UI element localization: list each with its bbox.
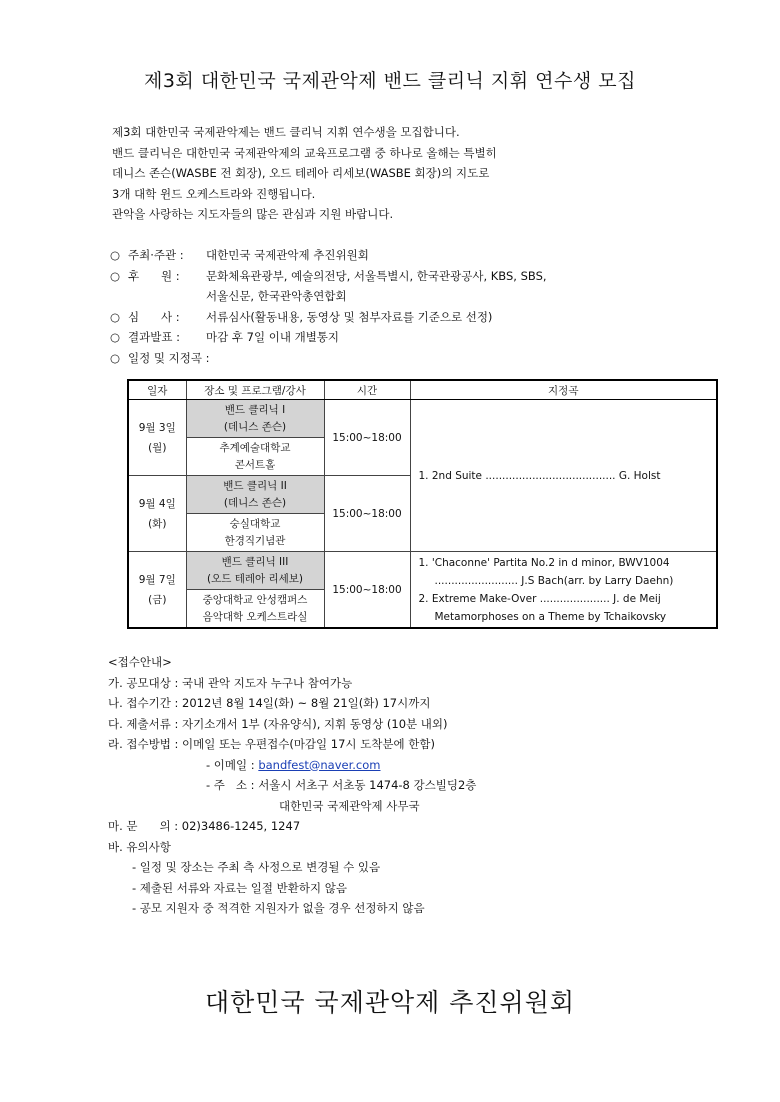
date-text: 9월 3일	[138, 421, 176, 434]
header-time: 시간	[324, 380, 410, 400]
document-title: 제3회 대한민국 국제관악제 밴드 클리닉 지휘 연수생 모집	[143, 70, 636, 92]
intro-line: 관악을 사랑하는 지도자들의 많은 관심과 지원 바랍니다.	[112, 207, 394, 221]
table-row	[128, 552, 717, 590]
header-pieces: 지정곡	[410, 380, 717, 400]
info-list	[110, 245, 547, 368]
instructor-name: (데니스 존슨)	[223, 496, 287, 509]
circle-bullet-icon: ○	[110, 309, 121, 324]
guide-note: - 일정 및 장소는 주최 측 사정으로 변경될 수 있음	[132, 860, 381, 874]
address-label: - 주 소 :	[206, 778, 259, 792]
venue-hall: 콘서트홀	[234, 458, 276, 471]
instructor-name: (오드 테레아 리세보)	[206, 572, 303, 585]
weekday-text: (금)	[148, 593, 167, 606]
sponsor-value-cont: 서울신문, 한국관악총연합회	[206, 289, 347, 303]
info-review	[110, 307, 547, 328]
intro-line: 데니스 존슨(WASBE 전 회장), 오드 테레아 리세보(WASBE 회장)의 지도로	[112, 166, 490, 180]
venue-name: 중앙대학교 안성캠퍼스	[202, 593, 308, 606]
guide-method: 라. 접수방법 : 이메일 또는 우편접수(마감일 17시 도착분에 한함)	[108, 737, 435, 751]
venue-name: 숭실대학교	[229, 517, 281, 530]
venue-hall: 음악대학 오케스트라실	[202, 610, 308, 623]
email-link[interactable]: bandfest@naver.com	[258, 757, 381, 772]
sponsor-value: 문화체육관광부, 예술의전당, 서울특별시, 한국관광공사, KBS, SBS,	[206, 268, 547, 283]
date-text: 9월 7일	[138, 573, 176, 586]
schedule-label: 일정 및 지정곡 :	[128, 350, 210, 365]
result-label: 결과발표 :	[128, 330, 180, 344]
info-schedule	[110, 348, 547, 369]
intro-paragraph	[112, 122, 497, 225]
intro-line: 밴드 클리닉은 대한민국 국제관악제의 교육프로그램 중 하나로 올해는 특별히	[112, 145, 497, 160]
guide-documents: 다. 제출서류 : 자기소개서 1부 (자유양식), 지휘 동영상 (10분 내외)	[108, 716, 448, 731]
date-cell	[128, 476, 186, 552]
circle-bullet-icon: ○	[110, 330, 121, 344]
guide-address-cont: 대한민국 국제관악제 사무국	[279, 798, 420, 813]
program-cell	[186, 552, 324, 590]
venue-cell	[186, 438, 324, 476]
result-value: 마감 후 7일 이내 개별통지	[206, 330, 340, 344]
organizer-signature: 대한민국 국제관악제 추진위원회	[205, 988, 575, 1017]
schedule-table	[127, 379, 718, 629]
program-name: 밴드 클리닉 II	[223, 479, 287, 492]
info-result	[110, 327, 547, 348]
review-value: 서류심사(활동내용, 동영상 및 첨부자료를 기준으로 선정)	[206, 309, 493, 324]
guide-heading: <접수안내>	[108, 655, 172, 669]
intro-line: 제3회 대한민국 국제관악제는 밴드 클리닉 지휘 연수생을 모집합니다.	[112, 125, 460, 139]
time-cell: 15:00~18:00	[324, 476, 410, 552]
header-date: 일자	[128, 380, 186, 400]
guide-note: - 공모 지원자 중 적격한 지원자가 없을 경우 선정하지 않음	[132, 901, 425, 915]
host-value: 대한민국 국제관악제 추진위원회	[206, 248, 369, 262]
time-cell: 15:00~18:00	[324, 552, 410, 629]
sponsor-label: 후 원 :	[128, 268, 180, 283]
piece-line: ......................... J.S Bach(arr. by Larry Daehn)	[434, 574, 674, 587]
instructor-name: (데니스 존슨)	[223, 420, 287, 433]
table-header-row	[128, 380, 717, 400]
venue-hall: 한경직기념관	[224, 534, 286, 547]
pieces-cell	[410, 552, 717, 629]
email-label: - 이메일 :	[206, 757, 259, 772]
guide-period: 나. 접수기간 : 2012년 8월 14일(화) ~ 8월 21일(화) 17시까지	[108, 696, 431, 710]
info-host	[110, 245, 547, 266]
application-guide	[108, 652, 476, 919]
venue-name: 추계예술대학교	[219, 441, 291, 454]
guide-target: 가. 공모대상 : 국내 관악 지도자 누구나 참여가능	[108, 675, 353, 690]
circle-bullet-icon: ○	[110, 248, 121, 262]
guide-note: - 제출된 서류와 자료는 일절 반환하지 않음	[132, 880, 347, 895]
date-cell	[128, 552, 186, 629]
address-value: 서울시 서초구 서초동 1474-8 강스빌딩2층	[258, 778, 477, 792]
review-label: 심 사 :	[128, 309, 180, 324]
venue-cell	[186, 590, 324, 629]
table-row	[128, 400, 717, 438]
time-cell: 15:00~18:00	[324, 400, 410, 476]
guide-email-row	[108, 755, 476, 776]
info-sponsor	[110, 266, 547, 287]
guide-contact: 마. 문 의 : 02)3486-1245, 1247	[108, 819, 301, 833]
piece-line: 1. 'Chaconne' Partita No.2 in d minor, BWV1004	[418, 556, 670, 569]
guide-notes-heading: 바. 유의사항	[108, 839, 171, 854]
info-sponsor-cont	[110, 286, 547, 307]
host-label: 주최·주관 :	[128, 248, 184, 262]
program-cell	[186, 400, 324, 438]
piece-line: 2. Extreme Make-Over ..................... J. de Meij	[418, 592, 661, 605]
program-cell	[186, 476, 324, 514]
venue-cell	[186, 514, 324, 552]
intro-line: 3개 대학 윈드 오케스트라와 진행됩니다.	[112, 186, 316, 201]
weekday-text: (월)	[148, 441, 167, 454]
date-text: 9월 4일	[138, 497, 176, 510]
pieces-cell: 1. 2nd Suite ....................................... G. Holst	[410, 400, 717, 552]
circle-bullet-icon: ○	[110, 268, 121, 283]
guide-address-row	[108, 775, 476, 796]
piece-line: Metamorphoses on a Theme by Tchaikovsky	[434, 610, 667, 623]
program-name: 밴드 클리닉 III	[221, 555, 289, 568]
circle-bullet-icon: ○	[110, 350, 121, 365]
program-name: 밴드 클리닉 I	[224, 403, 286, 416]
header-venue: 장소 및 프로그램/강사	[186, 380, 324, 400]
date-cell	[128, 400, 186, 476]
weekday-text: (화)	[148, 517, 167, 530]
